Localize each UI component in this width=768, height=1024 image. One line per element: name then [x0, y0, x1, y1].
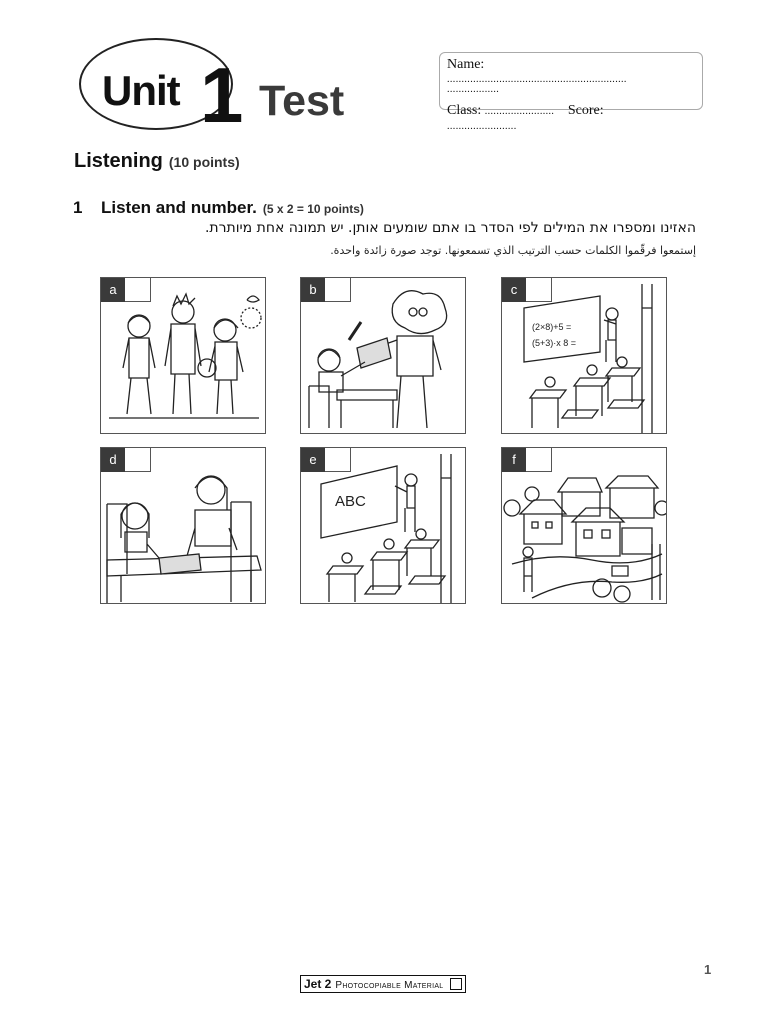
- picture-card-c: [501, 277, 667, 434]
- footer-label: Photocopiable Material: [335, 980, 444, 991]
- board-abc-text: ABC: [335, 493, 366, 510]
- picture-letter-a: a: [101, 278, 125, 302]
- number-box-b[interactable]: [325, 278, 351, 302]
- question-heading: [101, 198, 364, 218]
- class-label: Class:: [447, 103, 482, 118]
- question-text: Listen and number.: [101, 198, 257, 217]
- class-field[interactable]: ........................: [484, 106, 555, 117]
- score-label: Score:: [567, 103, 604, 118]
- picture-card-b: [300, 277, 466, 434]
- unit-number: 1: [200, 51, 242, 139]
- name-label: Name:: [447, 57, 485, 72]
- footer-brand: Jet 2: [304, 977, 332, 991]
- score-field[interactable]: ........................: [447, 121, 517, 132]
- number-box-f[interactable]: [526, 448, 552, 472]
- picture-card-f: [501, 447, 667, 604]
- picture-card-d: [100, 447, 266, 604]
- picture-letter-d: d: [101, 448, 125, 472]
- picture-letter-e: e: [301, 448, 325, 472]
- section-points: (10 points): [168, 154, 240, 170]
- name-dots-1[interactable]: ..............................................................: [447, 74, 627, 85]
- number-box-c[interactable]: [526, 278, 552, 302]
- name-dots-2[interactable]: ..................: [447, 84, 500, 95]
- student-info-box: [439, 52, 703, 132]
- hebrew-instruction: האזינו ומספרו את המילים לפי הסדר בו אתם שומעים אותן. יש תמונה אחת מיותרת.: [204, 220, 696, 236]
- picture-card-e: [300, 447, 466, 604]
- class-score-row: [447, 103, 604, 119]
- unit-word: Unit: [102, 67, 180, 114]
- name-row: [447, 57, 484, 73]
- publisher-logo-icon: [450, 978, 462, 990]
- section-title: Listening: [74, 150, 163, 172]
- arabic-instruction: إستمعوا فرقّموا الكلمات حسب الترتيب الذي تسمعونها. توجد صورة زائدة واحدة.: [330, 244, 696, 257]
- footer-label-box: [300, 975, 466, 993]
- picture-letter-c: c: [502, 278, 526, 302]
- test-word: Test: [259, 77, 345, 125]
- question-points: (5 x 2 = 10 points): [262, 202, 364, 216]
- number-box-d[interactable]: [125, 448, 151, 472]
- section-heading: [74, 150, 240, 173]
- board-math-line-1: (2×8)+5 =: [532, 322, 572, 332]
- board-math-line-2: (5+3)·x 8 =: [532, 338, 577, 348]
- page-number: 1: [704, 962, 712, 977]
- number-box-e[interactable]: [325, 448, 351, 472]
- question-number: 1: [73, 198, 83, 217]
- picture-card-a: [100, 277, 266, 434]
- number-box-a[interactable]: [125, 278, 151, 302]
- picture-letter-f: f: [502, 448, 526, 472]
- picture-letter-b: b: [301, 278, 325, 302]
